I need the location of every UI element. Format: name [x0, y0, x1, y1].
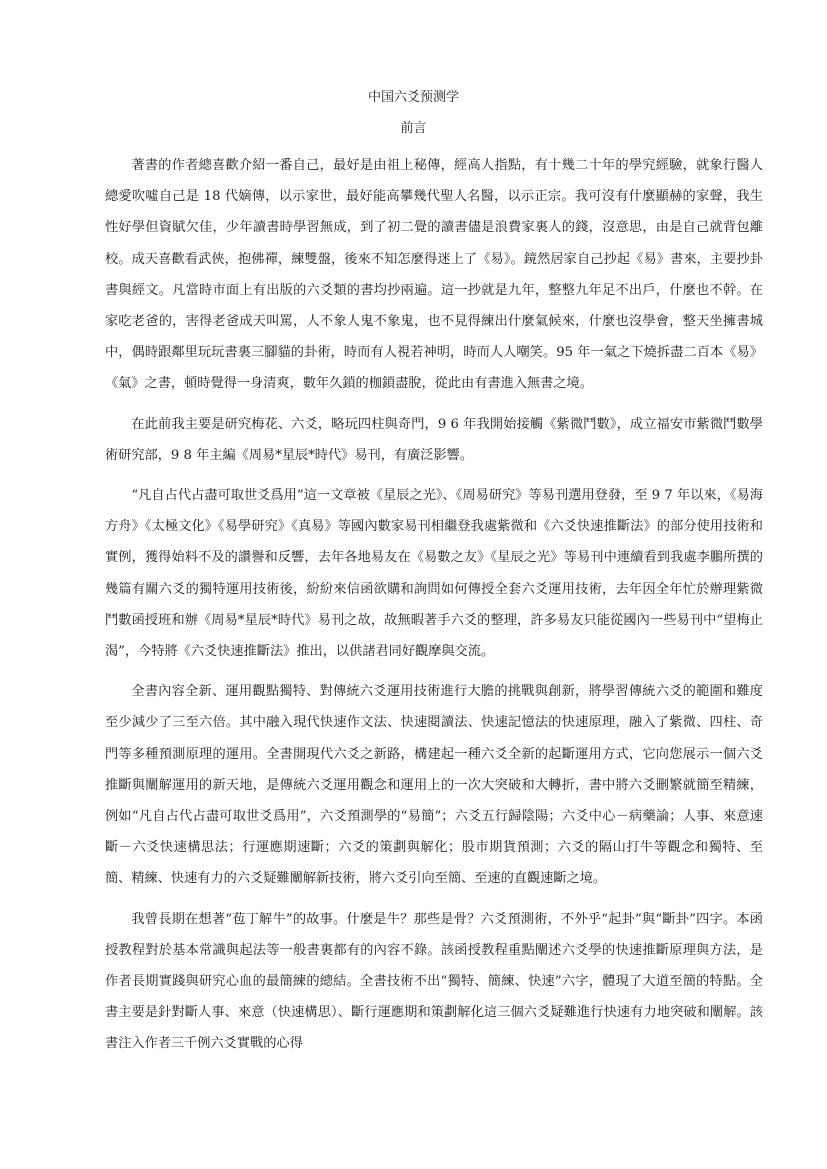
- section-heading: 前言: [400, 121, 427, 136]
- document-title: 中国六爻预测学: [367, 90, 459, 105]
- paragraph: 我曾長期在想著“苞丁解牛”的故事。什麼是牛？那些是骨？六爻預測術，不外乎“起卦”與“斷卦”四字。本函授教程對於基本常識與起法等一般書裏都有的內容不錄。該函授教程重點闡述六爻學的快速推斷原理與方法，是作者長期實踐與研究心血的最簡練的總結。全書技術不出“獨特、簡練、快速”六字，體現了大道至簡的特點。全書主要是針對斷人事、來意（快速構思）、斷行運應期和策劃解化這三個六爻疑難進行快速有力地突破和闡解。該書注入作者三千例六爻實戰的心得: [105, 911, 763, 1052]
- paragraph: 著書的作者總喜歡介紹一番自己，最好是由祖上秘傳，經高人指點，有十幾二十年的學究經驗，就象行醫人總愛吹噓自己是 18 代嫡傳，以示家世，最好能高攀幾代聖人名醫，以示正宗。我可沒有什麼顯赫的家聲，我生性好學但資賦欠佳，少年讀書時學習無成，到了初二覺的讀書儘是浪費家裏人的錢，沒意思，由是自己就背包離校。成天喜歡看武俠，抱佛禪，練雙盤，後來不知怎麼得迷上了《易》。鏡然居家自己抄起《易》書來，主要抄卦書與經文。凡當時市面上有出版的六爻類的書均抄兩遍。這一抄就是九年，整整九年足不出戶，什麼也不幹。在家吃老爸的，害得老爸成天叫罵，人不象人鬼不象鬼，也不見得練出什麼氣候來，什麼也沒學會，整天坐擁書城中，偶時跟鄰里玩玩書裏三腳貓的卦術，時而有人視若神明，時而人人嘲笑。95 年一氣之下燒拆盡二百本《易》《氣》之書，頓時覺得一身清爽，數年久鎖的枷鎖盡脫，從此由有書進入無書之境。: [105, 158, 763, 392]
- paragraph: 在此前我主要是研究梅花、六爻，略玩四柱與奇門，9 6 年我開始接觸《紫微鬥數》，成立福安市紫微鬥數學術研究部，9 8 年主編《周易*星辰*時代》易刊，有廣泛影響。: [105, 416, 763, 463]
- paragraph: 全書內容全新、運用觀點獨特、對傳統六爻運用技術進行大膽的挑戰與創新，將學習傳統六爻的範圍和難度至少減少了三至六倍。其中融入現代快速作文法、快速閱讀法、快速記憶法的快速原理，融入了紫微、四柱、奇門等多種預測原理的運用。全書開現代六爻之新路，構建起一種六爻全新的起斷運用方式，它向您展示一個六爻推斷與闡解運用的新天地，是傳統六爻運用觀念和運用上的一次大突破和大轉折，書中將六爻刪繁就簡至精練，例如“凡自占代占盡可取世爻爲用”，六爻預測學的“易簡”；六爻五行歸陰陽；六爻中心－病藥論；人事、來意速斷－六爻快速構思法；行運應期速斷；六爻的策劃與解化；股市期貨預測；六爻的隔山打牛等觀念和獨特、至簡、精練、快速有力的六爻疑難闡解新技術，將六爻引向至簡、至速的直觀速斷之境。: [105, 684, 763, 887]
- paragraph: “凡自占代占盡可取世爻爲用”這一文章被《星辰之光》、《周易研究》等易刊選用登發，至 9 7 年以來，《易海方舟》《太極文化》《易學研究》《真易》等國內數家易刊相繼登我處紫微和《六爻快速推斷法》的部分使用技術和實例，獲得始料不及的讚譽和反響，去年各地易友在《易數之友》《星辰之光》等易刊中連續看到我處李鵬所撰的幾篇有關六爻的獨特運用技術後，紛紛來信函欲購和詢問如何傳授全套六爻運用技術，去年因全年忙於辦理紫微鬥數函授班和辦《周易*星辰*時代》易刊之故，故無暇著手六爻的整理，許多易友只能從國內一些易刊中“望梅止渴”，今特將《六爻快速推斷法》推出，以供諸君同好觀摩與交流。: [105, 488, 763, 660]
- document-body: [105, 150, 763, 1060]
